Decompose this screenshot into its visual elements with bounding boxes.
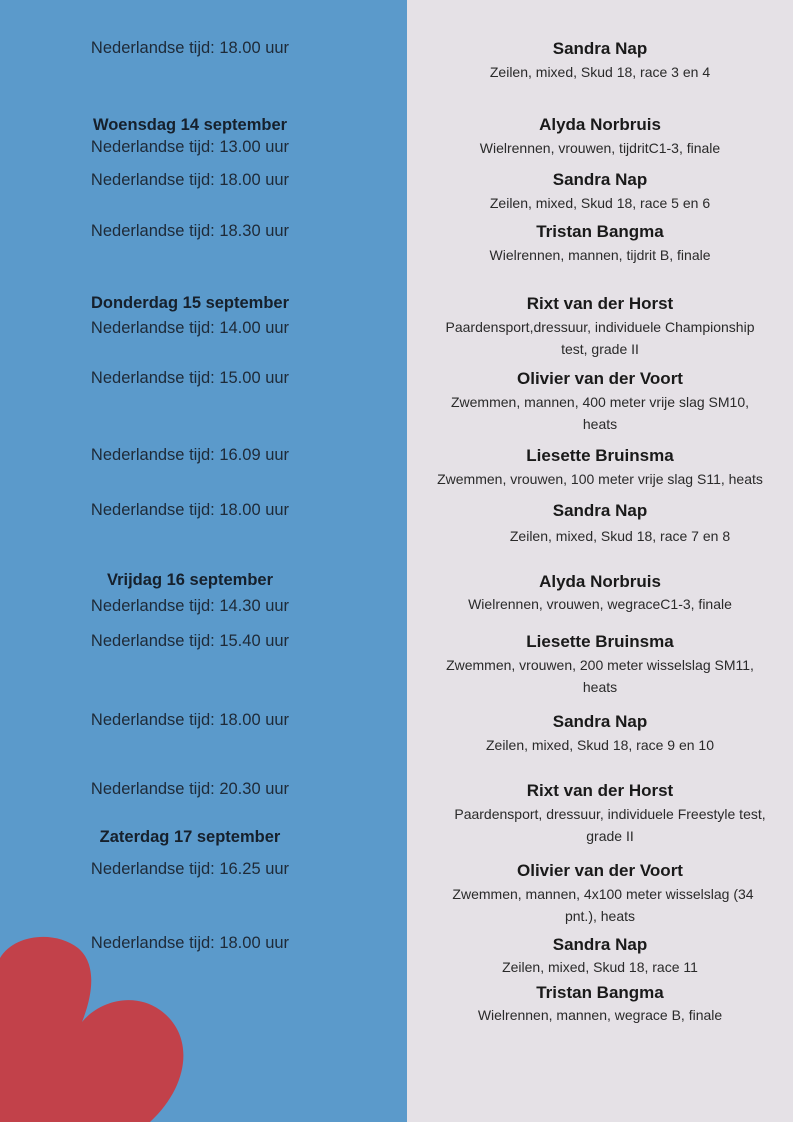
event-10-line-1: Zwemmen, vrouwen, 200 meter wisselslag SM11,	[446, 657, 754, 673]
day-heading-friday: Vrijdag 16 september	[107, 571, 273, 589]
heart-shape	[0, 937, 183, 1122]
event-13-line-1: Zwemmen, mannen, 4x100 meter wisselslag (34	[452, 886, 754, 902]
athlete-name-12: Rixt van der Horst	[526, 781, 674, 800]
event-10-line-2: heats	[582, 679, 618, 695]
athlete-name-4: Tristan Bangma	[536, 222, 664, 241]
event-15: Wielrennen, mannen, wegrace B, finale	[477, 1007, 723, 1023]
day-heading-wednesday: Woensdag 14 september	[92, 116, 288, 134]
athlete-name-8: Sandra Nap	[552, 501, 648, 520]
event-5-line-2: test, grade II	[561, 341, 639, 357]
athlete-name-11: Sandra Nap	[552, 712, 648, 731]
athlete-name-9: Alyda Norbruis	[539, 572, 661, 591]
heart-icon	[0, 930, 200, 1122]
athlete-name-6: Olivier van der Voort	[517, 369, 683, 388]
event-9: Wielrennen, vrouwen, wegraceC1-3, finale	[468, 596, 732, 612]
time-4: Nederlandse tijd: 18.30 uur	[90, 222, 290, 240]
event-7: Zwemmen, vrouwen, 100 meter vrije slag S11, heats	[437, 471, 763, 487]
day-heading-saturday: Zaterdag 17 september	[99, 828, 281, 846]
athlete-name-2: Alyda Norbruis	[539, 115, 661, 134]
athlete-name-3: Sandra Nap	[552, 170, 648, 189]
time-6: Nederlandse tijd: 15.00 uur	[90, 369, 290, 387]
event-2: Wielrennen, vrouwen, tijdritC1-3, finale	[479, 140, 721, 156]
time-5: Nederlandse tijd: 14.00 uur	[90, 319, 290, 337]
athlete-name-7: Liesette Bruinsma	[526, 446, 674, 465]
event-8: Zeilen, mixed, Skud 18, race 7 en 8	[509, 528, 731, 544]
athlete-name-1: Sandra Nap	[552, 39, 648, 58]
event-6-line-2: heats	[582, 416, 618, 432]
athlete-name-10: Liesette Bruinsma	[526, 632, 674, 651]
time-11: Nederlandse tijd: 18.00 uur	[90, 711, 290, 729]
event-3: Zeilen, mixed, Skud 18, race 5 en 6	[489, 195, 711, 211]
event-12-line-1: Paardensport, dressuur, individuele Freestyle test,	[454, 806, 766, 822]
event-13-line-2: pnt.), heats	[564, 908, 636, 924]
event-5-line-1: Paardensport,dressuur, individuele Championship	[445, 319, 755, 335]
time-7: Nederlandse tijd: 16.09 uur	[90, 446, 290, 464]
time-2: Nederlandse tijd: 13.00 uur	[90, 138, 290, 156]
athlete-name-15: Tristan Bangma	[536, 983, 664, 1002]
athlete-name-5: Rixt van der Horst	[526, 294, 674, 313]
time-9: Nederlandse tijd: 14.30 uur	[90, 597, 290, 615]
event-1: Zeilen, mixed, Skud 18, race 3 en 4	[489, 64, 711, 80]
time-8: Nederlandse tijd: 18.00 uur	[90, 501, 290, 519]
day-heading-thursday: Donderdag 15 september	[90, 294, 290, 312]
event-4: Wielrennen, mannen, tijdrit B, finale	[489, 247, 711, 263]
time-1: Nederlandse tijd: 18.00 uur	[90, 39, 290, 57]
event-11: Zeilen, mixed, Skud 18, race 9 en 10	[485, 737, 715, 753]
athlete-name-13: Olivier van der Voort	[517, 861, 683, 880]
time-3: Nederlandse tijd: 18.00 uur	[90, 171, 290, 189]
event-14: Zeilen, mixed, Skud 18, race 11	[502, 959, 698, 975]
event-12-line-2: grade II	[586, 828, 634, 844]
time-12: Nederlandse tijd: 20.30 uur	[90, 780, 290, 798]
time-14: Nederlandse tijd: 18.00 uur	[90, 934, 290, 952]
time-13: Nederlandse tijd: 16.25 uur	[90, 860, 290, 878]
athlete-name-14: Sandra Nap	[552, 935, 648, 954]
time-10: Nederlandse tijd: 15.40 uur	[90, 632, 290, 650]
event-6-line-1: Zwemmen, mannen, 400 meter vrije slag SM10,	[450, 394, 749, 410]
